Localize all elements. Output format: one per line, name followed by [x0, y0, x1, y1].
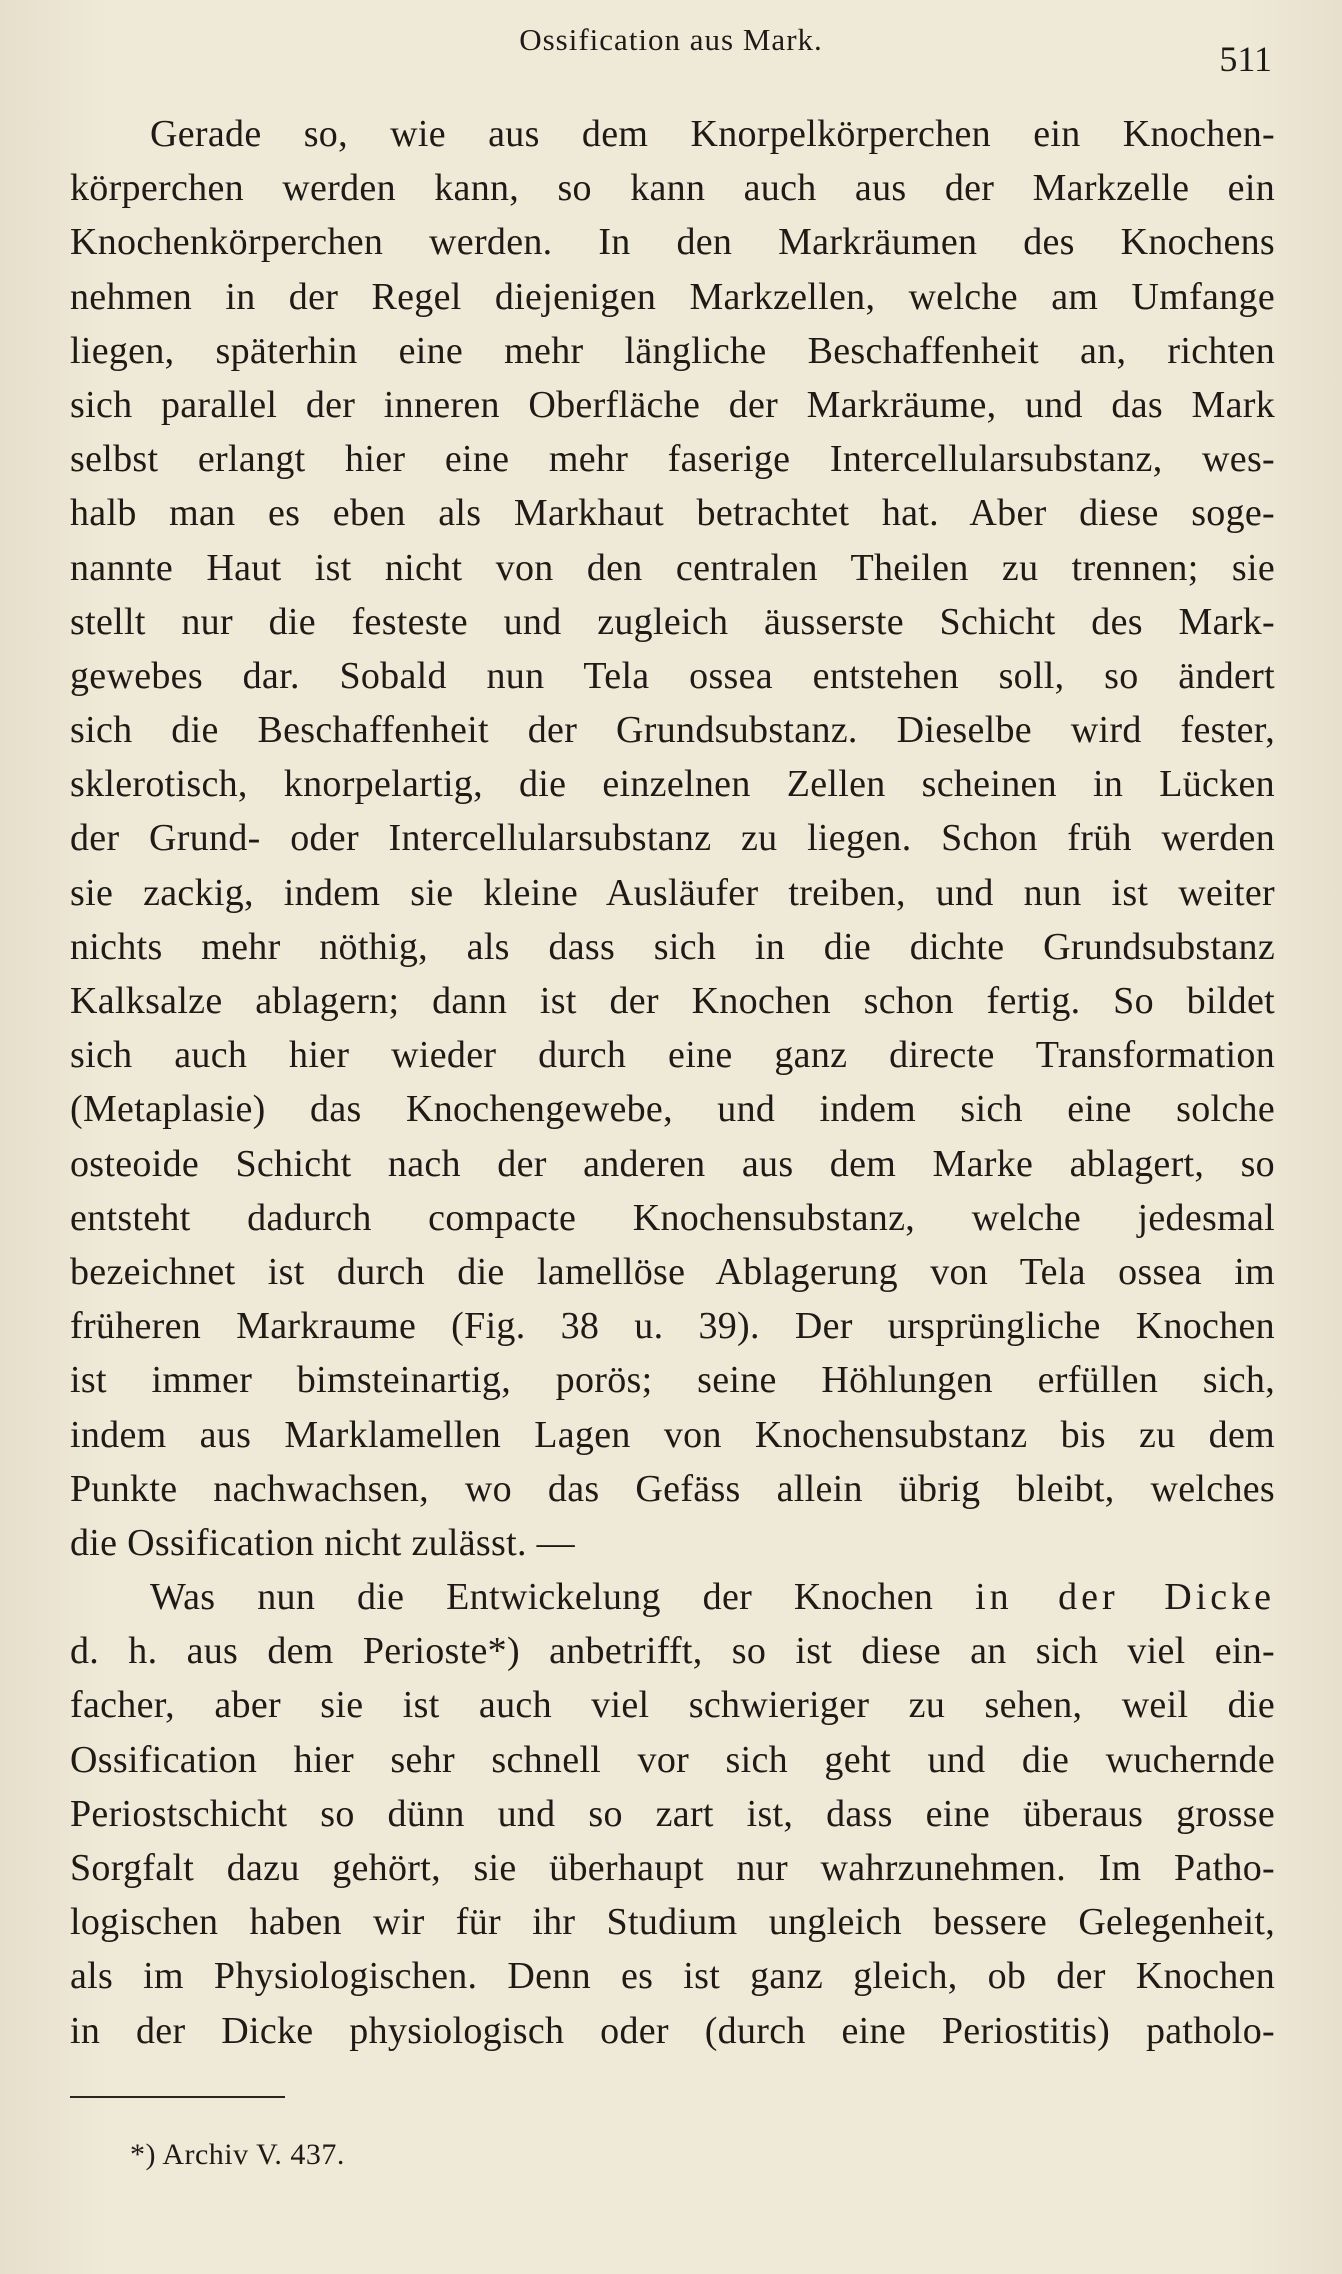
- text-line: nannte Haut ist nicht von den centralen Theilen zu trennen; sie: [70, 546, 1275, 589]
- text-line: der Grund- oder Intercellularsubstanz zu liegen. Schon früh werden: [70, 817, 1275, 860]
- text-line: entsteht dadurch compacte Knochensubstanz, welche jedesmal: [70, 1196, 1275, 1239]
- paragraph-1: [70, 107, 1275, 1570]
- text-line: bezeichnet ist durch die lamellöse Ablagerung von Tela ossea im: [70, 1250, 1275, 1293]
- text-line: Periostschicht so dünn und so zart ist, dass eine überaus grosse: [70, 1792, 1275, 1835]
- text-line: [70, 1570, 1275, 1624]
- text-line: sklerotisch, knorpelartig, die einzelnen Zellen scheinen in Lücken: [70, 763, 1275, 806]
- text-line: halb man es eben als Markhaut betrachtet hat. Aber diese soge-: [70, 492, 1275, 535]
- text-line: Ossification hier sehr schnell vor sich geht und die wuchernde: [70, 1738, 1275, 1781]
- paragraph-2: [70, 1570, 1275, 2058]
- text-line: stellt nur die festeste und zugleich äusserste Schicht des Mark-: [70, 600, 1275, 643]
- text-line: ist immer bimsteinartig, porös; seine Höhlungen erfüllen sich,: [70, 1359, 1275, 1402]
- text-line: Punkte nachwachsen, wo das Gefäss allein übrig bleibt, welches: [70, 1467, 1275, 1510]
- text-line: selbst erlangt hier eine mehr faserige Intercellularsubstanz, wes-: [70, 438, 1275, 481]
- text-line: (Metaplasie) das Knochengewebe, und indem sich eine solche: [70, 1088, 1275, 1131]
- text-line: nichts mehr nöthig, als dass sich in die dichte Grundsubstanz: [70, 925, 1275, 968]
- text-line: in der Dicke physiologisch oder (durch eine Periostitis) patholo-: [70, 2009, 1275, 2052]
- footnote: *) Archiv V. 437.: [130, 2138, 345, 2171]
- text-line: Kalksalze ablagern; dann ist der Knochen schon fertig. So bildet: [70, 980, 1275, 1022]
- text-line: facher, aber sie ist auch viel schwieriger zu sehen, weil die: [70, 1684, 1275, 1727]
- text-line: sich parallel der inneren Oberfläche der Markräume, und das Mark: [70, 383, 1275, 426]
- text-line: Sorgfalt dazu gehört, sie überhaupt nur wahrzunehmen. Im Patho-: [70, 1847, 1275, 1889]
- text-line: sich die Beschaffenheit der Grundsubstanz. Dieselbe wird fester,: [70, 709, 1275, 752]
- text-line: sich auch hier wieder durch eine ganz directe Transformation: [70, 1034, 1275, 1077]
- footnote-rule: [70, 2096, 285, 2098]
- text-line: früheren Markraume (Fig. 38 u. 39). Der ursprüngliche Knochen: [70, 1305, 1275, 1348]
- page-number: 511: [1219, 39, 1272, 79]
- text-line: nehmen in der Regel diejenigen Markzellen, welche am Umfange: [70, 275, 1275, 318]
- text-line: sie zackig, indem sie kleine Ausläufer treiben, und nun ist weiter: [70, 871, 1275, 914]
- text-line: Knochenkörperchen werden. In den Markräumen des Knochens: [70, 221, 1275, 264]
- spaced-emphasis: in der Dicke: [975, 1576, 1275, 1619]
- text-line: körperchen werden kann, so kann auch aus der Markzelle ein: [70, 167, 1275, 210]
- text-line: osteoide Schicht nach der anderen aus dem Marke ablagert, so: [70, 1142, 1275, 1185]
- text-line: logischen haben wir für ihr Studium ungleich bessere Gelegenheit,: [70, 1901, 1275, 1944]
- body-text: [70, 107, 1275, 2058]
- text-line: indem aus Marklamellen Lagen von Knochensubstanz bis zu dem: [70, 1413, 1275, 1456]
- text-line: liegen, späterhin eine mehr längliche Beschaffenheit an, richten: [70, 329, 1275, 372]
- text-line: als im Physiologischen. Denn es ist ganz gleich, ob der Knochen: [70, 1955, 1275, 1998]
- paragraph-2-lead: Was nun die Entwickelung der Knochen: [150, 1576, 934, 1619]
- text-line: Gerade so, wie aus dem Knorpelkörperchen ein Knochen-: [150, 113, 1275, 155]
- text-line: gewebes dar. Sobald nun Tela ossea entstehen soll, so ändert: [70, 654, 1275, 697]
- text-line: die Ossification nicht zulässt. —: [70, 1521, 575, 1564]
- running-head: Ossification aus Mark.: [519, 22, 823, 57]
- text-line: d. h. aus dem Perioste*) anbetrifft, so ist diese an sich viel ein-: [70, 1630, 1275, 1673]
